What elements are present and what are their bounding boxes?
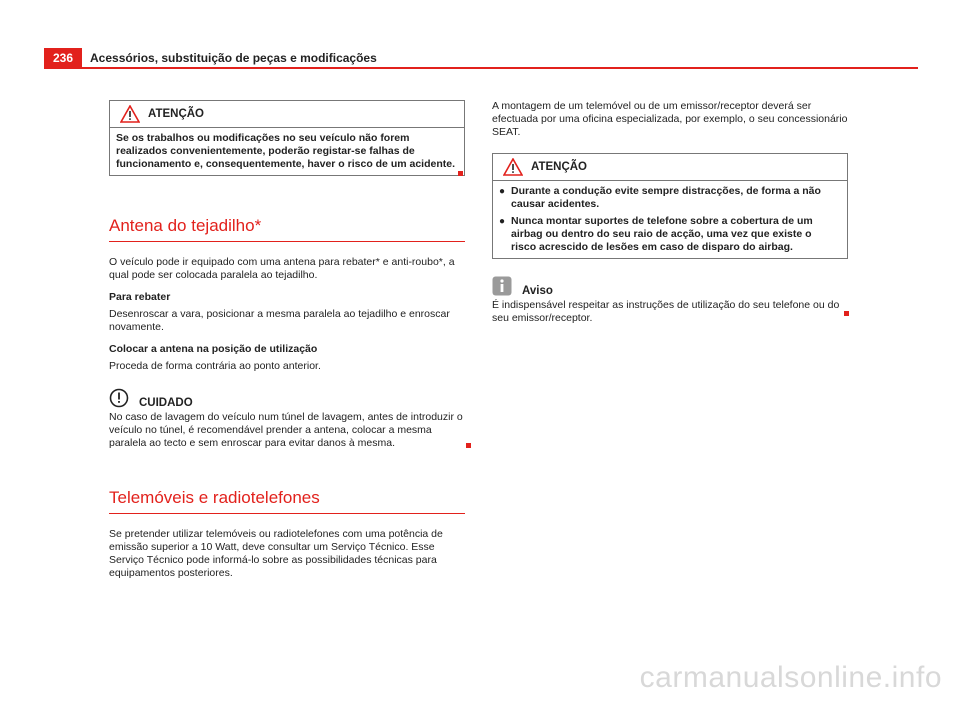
warning-body: [110, 128, 464, 175]
warning-bullet: [499, 215, 839, 254]
posicao-text: Proceda de forma contrária ao ponto anterior.: [109, 360, 321, 372]
bullet-text: Nunca montar suportes de telefone sobre a cobertura de um airbag ou dentro do seu raio de acção, uma vez que existe o risco acrescido de lesões em caso de disparo do airbag.: [511, 215, 813, 253]
warning-text: Se os trabalhos ou modificações no seu veículo não forem realizados convenientemente, poderão registar-se falhas de funcionamento e, consequentemente, haver o risco de um acidente.: [116, 132, 455, 170]
note-title: Aviso: [522, 285, 553, 297]
bullet-icon: ●: [499, 186, 506, 197]
warning-header: [110, 101, 464, 128]
caution-header: [109, 387, 465, 409]
info-icon: [492, 276, 512, 296]
page-number: 236: [44, 48, 82, 68]
warning-box: [109, 100, 465, 176]
rebater-text: Desenroscar a vara, posicionar a mesma paralela ao tejadilho e enroscar novamente.: [109, 308, 450, 333]
right-column: [492, 100, 848, 325]
note-header: [492, 275, 848, 297]
left-column: [109, 100, 465, 580]
watermark: carmanualsonline.info: [639, 661, 942, 694]
montagem-text: A montagem de um telemóvel ou de um emissor/receptor deverá ser efectuada por uma oficina especializada, por exemplo, o seu concessionário SEAT.: [492, 100, 848, 138]
end-mark: [466, 443, 471, 448]
header-rule: [44, 67, 918, 69]
section-heading-telemoveis: Telemóveis e radiotelefones: [109, 488, 465, 514]
subheading-posicao: Colocar a antena na posição de utilização: [109, 343, 318, 355]
section-heading-antena: Antena do tejadilho*: [109, 216, 465, 242]
end-mark: [458, 171, 463, 176]
bullet-text: Durante a condução evite sempre distracções, de forma a não causar acidentes.: [511, 185, 821, 210]
caution-text: No caso de lavagem do veículo num túnel de lavagem, antes de introduzir o veículo no túnel, é recomendável prender a antena, colocar a mesma paralela ao tecto e sem enroscar para evitar danos à mesma.: [109, 411, 463, 449]
warning-triangle-icon: [120, 105, 140, 123]
warning-title: ATENÇÃO: [148, 108, 205, 120]
warning-body: [493, 181, 847, 258]
bullet-icon: ●: [499, 216, 506, 227]
end-mark: [844, 311, 849, 316]
caution-title: CUIDADO: [139, 397, 193, 409]
telemoveis-text: Se pretender utilizar telemóveis ou radiotelefones com uma potência de emissão superior a 10 Watt, deve consultar um Serviço Técnico. Esse Serviço Técnico pode informá-lo sobre as possibilidades técnicas para equipamentos posteriores.: [109, 528, 443, 579]
chapter-title: Acessórios, substituição de peças e modificações: [90, 51, 377, 65]
subheading-rebater: Para rebater: [109, 291, 171, 303]
warning-header: [493, 154, 847, 181]
warning-bullet: [499, 185, 839, 211]
warning-triangle-icon: [503, 158, 523, 176]
warning-title: ATENÇÃO: [531, 161, 588, 173]
note-text: É indispensável respeitar as instruções de utilização do seu telefone ou do seu emissor/receptor.: [492, 299, 840, 324]
warning-box: [492, 153, 848, 259]
caution-icon: [109, 388, 129, 408]
antena-intro: O veículo pode ir equipado com uma antena para rebater* e anti-roubo*, a qual pode ser colocada paralela ao tejadilho.: [109, 256, 455, 281]
